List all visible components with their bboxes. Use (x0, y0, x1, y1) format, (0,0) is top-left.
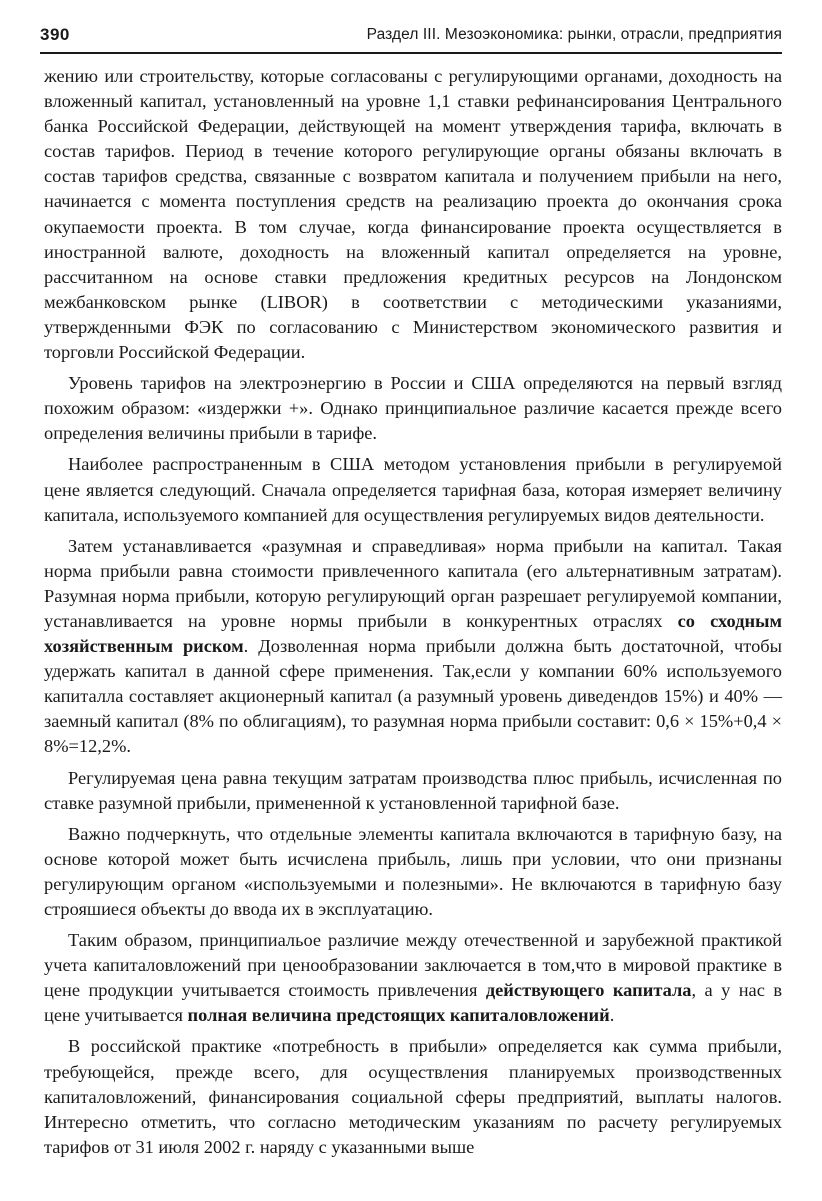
paragraph-7-text-b: , а у нас в цене учитывается (44, 980, 783, 1026)
paragraph-4 (44, 534, 782, 760)
body-text (44, 64, 782, 1160)
paragraph-4-text-b: . Дозволенная норма прибыли должна быть достаточной, чтобы удержать капитал в данной сфере применения. Так,если у компании 60% используемого капиталла составляет акционерный капитал (а разумный уровень диведендов 15%) и 40% — заемный капитал (8% по облигациям), то разумная норма прибыли составит: 0,6 × 15%+0,4 × 8%=12,2%. (44, 636, 782, 757)
paragraph-7-text-c: . (609, 1005, 615, 1026)
paragraph-6: Важно подчеркнуть, что отдельные элементы капитала включаются в тарифную базу, на основе которой может быть исчислена прибыль, лишь при условии, что они признаны регулирующим органом «используемыми и полезными». Не включаются в тарифную базу строяшиеся объекты до ввода их в эксплуатацию. (44, 823, 782, 919)
paragraph-8: В российской практике «потребность в прибыли» определяется как сумма прибыли, требующейся, прежде всего, для осуществления планируемых производственных капиталовложений, финансирования социальной сферы предприятий, выплаты налогов. Интересно отметить, что согласно методическим указаниям по расчету регулируемых тарифов от 31 июля 2002 г. наряду с указанными выше (44, 1036, 782, 1157)
page-number: 390 (40, 25, 70, 44)
running-head: Раздел III. Мезоэкономика: рынки, отрасли, предприятия (366, 26, 782, 43)
paragraph-2: Уровень тарифов на электроэнергию в России и США определяются на первый взгляд похожим образом: «издержки +». Однако принципиальное различие касается прежде всего определения величины прибыли в тарифе. (44, 373, 782, 444)
paragraph-1: жению или строительству, которые согласованы с регулирующими органами, доходность на вложенный капитал, установленный на уровне 1,1 ставки рефинансирования Центрального банка Российской Федерации, действующей на момент утверждения тарифа, включать в состав тарифов. Период в течение которого регулирующие органы обязаны включать в состав тарифов средства, связанные с возвратом капитала и получением прибыли на него, начинается с момента поступления средств на реализацию проекта до окончания срока окупаемости проекта. В том случае, когда финансирование проекта осуществляется в иностранной валюте, доходность на вложенный капитал определяется на уровне, рассчитанном на основе ставки предложения кредитных ресурсов на Лондонском межбанковском рынке (LIBOR) в соответствии с методическими указаниями, утвержденными ФЭК по согласованию с Министерством экономического развития и торговли Российской Федерации. (44, 66, 782, 363)
paragraph-7 (44, 928, 782, 1028)
paragraph-5: Регулируемая цена равна текущим затратам производства плюс прибыль, исчисленная по ставке разумной прибыли, примененной к установленной тарифной базе. (44, 767, 782, 813)
paragraph-4-text-a: Затем устанавливается «разумная и справедливая» норма прибыли на капитал. Такая норма прибыли равна стоимости привлеченного капитала (его альтернативным затратам). Разумная норма прибыли, которую регулирующий орган разрешает регулируемой компании, устанавливается на уровне нормы прибыли в конкурентных отраслях (44, 535, 782, 631)
paragraph-3: Наиболее распространенным в США методом установления прибыли в регулируемой цене является следующий. Сначала определяется тарифная база, которая измеряет величину капитала, используемого компанией для осуществления регулируемых видов деятельности. (44, 454, 782, 525)
paragraph-7-text-a: Таким образом, принципиальое различие между отечественной и зарубежной практикой учета капиталовложений при ценообразовании заключается в том,что в мировой практике в цене продукции учитывается стоимость привлечения (44, 930, 782, 1001)
paragraph-4-emphasis: со сходным хозяйственным риском (44, 610, 782, 657)
page-header (40, 18, 782, 54)
paragraph-7-emphasis-1: действующего капитала (485, 980, 692, 1001)
paragraph-7-emphasis-2: полная величина предстоящих капиталовложений (187, 1005, 610, 1026)
